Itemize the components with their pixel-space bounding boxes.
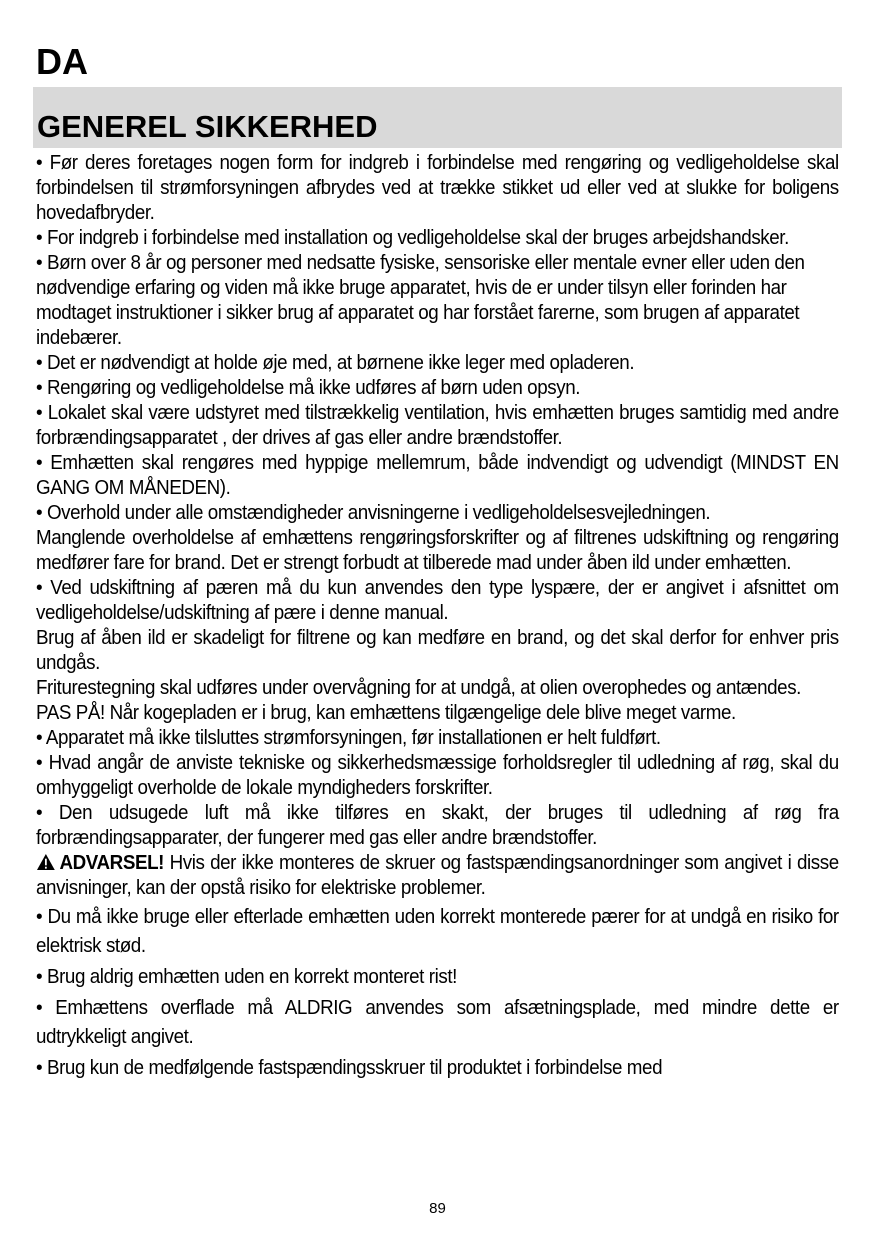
paragraph: • Brug kun de medfølgende fastspændingsskruer til produktet i forbindelse med xyxy=(36,1057,663,1079)
paragraph: • For indgreb i forbindelse med installation og vedligeholdelse skal der bruges arbejdshandsker. xyxy=(36,227,789,249)
language-code: DA xyxy=(36,41,88,82)
paragraph: • Ved udskiftning af pæren må du kun anvendes den type lyspære, der er angivet i afsnittet om vedligeholdelse/udskiftning af pære i denne manual. xyxy=(36,577,839,624)
paragraph: • Emhætten skal rengøres med hyppige mellemrum, både indvendigt og udvendigt (MINDST EN GANG OM MÅNEDEN). xyxy=(36,452,839,499)
paragraph: • Det er nødvendigt at holde øje med, at børnene ikke leger med opladeren. xyxy=(36,352,635,374)
paragraph: • Emhættens overflade må ALDRIG anvendes som afsætningsplade, med mindre dette er udtrykkeligt angivet. xyxy=(36,997,839,1048)
paragraph: Manglende overholdelse af emhættens rengøringsforskrifter og af filtrenes udskiftning og rengøring medfører fare for brand. Det er strengt forbudt at tilberede mad under åben ild under emhætten. xyxy=(36,527,839,574)
page-number: 89 xyxy=(429,1200,446,1217)
paragraph: • Overhold under alle omstændigheder anvisningerne i vedligeholdelsesvejledningen. xyxy=(36,502,711,524)
warning-triangle-icon xyxy=(36,853,56,871)
section-header-bar xyxy=(33,87,842,148)
paragraph: PAS PÅ! Når kogepladen er i brug, kan emhættens tilgængelige dele blive meget varme. xyxy=(36,702,736,724)
paragraph: • Lokalet skal være udstyret med tilstrækkelig ventilation, hvis emhætten bruges samtidig med andre forbrændingsapparatet , der drives af gas eller andre brændstoffer. xyxy=(36,402,839,449)
paragraph: Brug af åben ild er skadeligt for filtrene og kan medføre en brand, og det skal derfor for enhver pris undgås. xyxy=(36,627,839,674)
paragraph: • Før deres foretages nogen form for indgreb i forbindelse med rengøring og vedligeholdelse skal forbindelsen til strømforsyningen afbrydes ved at trække stikket ud eller ved at slukke for boligens hovedafbryder. xyxy=(36,152,839,224)
warning-text: Hvis der ikke monteres de skruer og fastspændingsanordninger som angivet i disse anvisninger, kan der opstå risiko for elektriske problemer. xyxy=(36,852,839,899)
paragraph: • Børn over 8 år og personer med nedsatte fysiske, sensoriske eller mentale evner eller uden den nødvendige erfaring og viden må ikke bruge apparatet, hvis de er under tilsyn eller forinden har modtaget instruktioner i sikker brug af apparatet og har forstået farerne, som brugen af apparatet indebærer. xyxy=(36,252,805,349)
paragraph: • Den udsugede luft må ikke tilføres en skakt, der bruges til udledning af røg fra forbrændingsapparater, der fungerer med gas eller andre brændstoffer. xyxy=(36,802,839,849)
paragraph: Friturestegning skal udføres under overvågning for at undgå, at olien overophedes og antændes. xyxy=(36,677,801,699)
paragraph: • Du må ikke bruge eller efterlade emhætten uden korrekt monterede pærer for at undgå en risiko for elektrisk stød. xyxy=(36,906,839,957)
paragraph: • Apparatet må ikke tilsluttes strømforsyningen, før installationen er helt fuldført. xyxy=(36,727,661,749)
safety-text xyxy=(36,151,839,1083)
warning-label: ADVARSEL! xyxy=(59,852,164,874)
paragraph: • Hvad angår de anviste tekniske og sikkerhedsmæssige forholdsregler til udledning af røg, skal du omhyggeligt overholde de lokale myndigheders forskrifter. xyxy=(36,752,839,799)
section-title: GENEREL SIKKERHED xyxy=(37,109,378,144)
paragraph: • Rengøring og vedligeholdelse må ikke udføres af børn uden opsyn. xyxy=(36,377,581,399)
warning-paragraph xyxy=(36,851,839,901)
paragraph: • Brug aldrig emhætten uden en korrekt monteret rist! xyxy=(36,966,457,988)
